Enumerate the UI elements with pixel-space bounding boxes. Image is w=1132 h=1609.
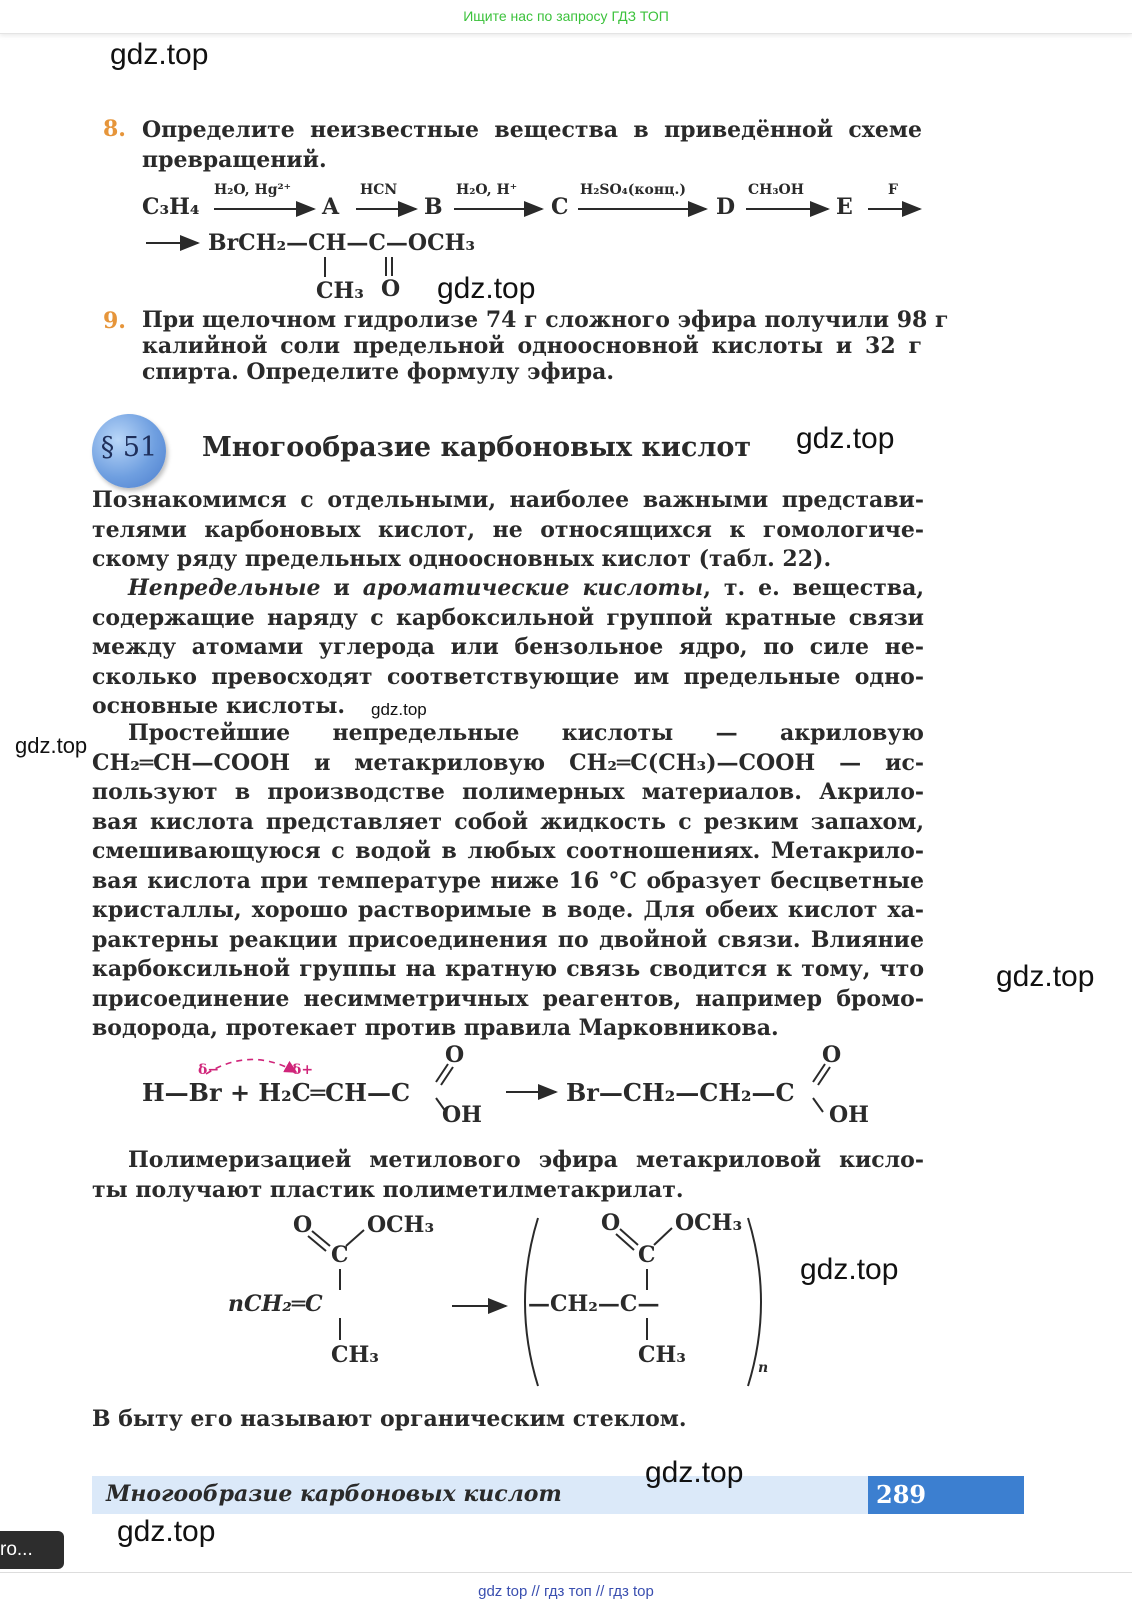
text-line: водорода, протекает против правила Марковникова.: [92, 1015, 779, 1041]
text-line: карбоксильной группы на кратную связь сводится к тому, что: [92, 956, 924, 982]
text-line: между атомами углерода или бензольное ядро, по силе не-: [92, 634, 924, 660]
watermark: gdz.top: [996, 960, 1095, 993]
text-line: вая кислота представляет собой жидкость с резким запахом,: [92, 808, 924, 835]
scheme-start: C₃H₄: [142, 194, 200, 220]
watermark: gdz.top: [110, 38, 209, 71]
hydroxyl-bond: [436, 1098, 446, 1112]
watermark: gdz.top: [371, 700, 427, 719]
carbonyl-bond: [818, 1067, 830, 1085]
text-line: Полимеризацией метилового эфира метакриловой кисло-: [128, 1147, 924, 1173]
reaction1-right-oh: OH: [829, 1102, 869, 1128]
polymer-bracket-right: [748, 1218, 761, 1386]
italic-term: Непредельные: [128, 575, 321, 601]
text-line: смешивающуюся с водой в любых соотношениях. Метакрило-: [92, 838, 924, 864]
delta-plus: δ+: [292, 1062, 314, 1078]
bottom-links[interactable]: gdz top // гдз топ // гдз top: [478, 1583, 654, 1600]
section-title: Многообразие карбоновых кислот: [202, 432, 752, 463]
carbonyl-bond: [312, 1231, 330, 1246]
carbonyl-bond: [436, 1064, 448, 1082]
task9-line: При щелочном гидролизе 74 г сложного эфира получили 98 г: [142, 307, 949, 333]
carbonyl-bond: [308, 1236, 326, 1251]
text-line: ты получают пластик полиметилметакрилат.: [92, 1176, 684, 1203]
reaction1-right: Br—CH₂—CH₂—C: [566, 1078, 795, 1107]
text-line: кристаллы, хорошо растворимые в воде. Для обеих кислот ха-: [92, 897, 924, 923]
conjunction: и: [333, 575, 350, 601]
floating-chip-label: ro...: [0, 1539, 33, 1560]
floating-chip[interactable]: [0, 1531, 64, 1569]
watermark: gdz.top: [796, 422, 895, 455]
monomer-main: nCH₂═C: [228, 1291, 323, 1317]
scheme-reagent-1: H₂O, Hg²⁺: [214, 182, 292, 198]
section-number: § 51: [100, 432, 158, 463]
text-line: рактерны реакции присоединения по двойной связи. Влияние: [92, 926, 924, 953]
polymer-main: —CH₂—C—: [528, 1291, 660, 1317]
scheme-final-product: BrCH₂—CH—C—OCH₃: [208, 230, 476, 256]
polymer-bracket-left: [525, 1218, 538, 1386]
scheme-product-b: B: [424, 194, 443, 220]
scheme-reagent-6: F: [888, 182, 898, 198]
scheme-branch-ch3: CH₃: [316, 278, 364, 304]
page-number-box: [868, 1476, 1024, 1514]
hydroxyl-bond: [813, 1098, 823, 1112]
task8-number: 8.: [103, 116, 126, 142]
scheme-reagent-4: H₂SO₄(конц.): [580, 182, 686, 198]
text-line: основные кислоты.: [92, 693, 346, 719]
text-line: сколько превосходят соответствующие им предельные одно-: [92, 663, 924, 690]
footer-title: Многообразие карбоновых кислот: [106, 1481, 562, 1507]
polymer-och3: OCH₃: [675, 1210, 743, 1236]
top-banner-text: Ищите нас по запросу ГДЗ ТОП: [463, 8, 669, 24]
watermark: gdz.top: [117, 1515, 216, 1548]
carbonyl-bond: [616, 1234, 634, 1250]
scheme-branch-o: O: [381, 276, 401, 302]
task9-line: спирта. Определите формулу эфира.: [142, 359, 615, 385]
text-line: CH₂═CH—COOH и метакриловую CH₂═C(CH₃)—COOH — ис-: [92, 749, 924, 776]
scheme-product-d: D: [716, 194, 736, 220]
polymer-c-top: C: [638, 1242, 656, 1268]
text-fragment: , т. е. вещества,: [703, 575, 924, 601]
paragraph-organic-glass: В быту его называют органическим стеклом.: [92, 1406, 687, 1432]
watermark: gdz.top: [437, 272, 536, 305]
polymer-o: O: [601, 1210, 621, 1236]
text-line: вая кислота при температуре ниже 16 °C образует бесцветные: [92, 867, 924, 894]
ester-bond: [346, 1230, 364, 1246]
scheme-reagent-3: H₂O, H⁺: [456, 182, 518, 198]
carbonyl-bond: [620, 1229, 638, 1245]
task9-line: калийной соли предельной одноосновной кислоты и 32 г: [142, 333, 922, 359]
scheme-product-a: A: [322, 194, 340, 220]
text-line: пользуют в производстве полимерных материалов. Акрило-: [92, 779, 924, 805]
carbonyl-bond: [441, 1067, 453, 1085]
text-line: скому ряду предельных одноосновных кислот (табл. 22).: [92, 546, 832, 572]
task9-number: 9.: [103, 308, 126, 334]
text-line: Простейшие непредельные кислоты — акриловую: [128, 720, 924, 746]
scheme-reagent-5: CH₃OH: [748, 182, 804, 198]
ester-bond: [654, 1228, 672, 1245]
task8-line1: Определите неизвестные вещества в приведённой схеме: [142, 117, 922, 143]
electron-shift-arrow: [206, 1059, 296, 1074]
watermark: gdz.top: [645, 1456, 744, 1489]
reaction1-left-o: O: [445, 1042, 465, 1068]
monomer-och3: OCH₃: [367, 1212, 435, 1238]
monomer-ch3: CH₃: [331, 1342, 379, 1368]
reaction1-left-oh: OH: [442, 1102, 482, 1128]
bottom-links-bar: [0, 1572, 1132, 1609]
italic-term: ароматические кислоты: [362, 575, 704, 601]
polymer-ch3: CH₃: [638, 1342, 686, 1368]
watermark: gdz.top: [15, 733, 88, 758]
scheme-product-c: C: [551, 194, 569, 220]
polymer-n: n: [758, 1360, 769, 1376]
text-line: Познакомимся с отдельными, наиболее важными представи-: [92, 487, 924, 513]
reaction1-right-o: O: [822, 1042, 842, 1068]
page-number: 289: [876, 1480, 927, 1509]
scheme-reagent-2: HCN: [360, 182, 398, 198]
text-line: содержащие наряду с карбоксильной группой кратные связи: [92, 604, 924, 631]
text-line: присоединение несимметричных реагентов, например бромо-: [92, 985, 924, 1012]
scheme-product-e: E: [836, 194, 853, 220]
task8-line2: превращений.: [142, 146, 327, 173]
carbonyl-bond: [813, 1064, 825, 1082]
monomer-c-top: C: [331, 1242, 349, 1268]
reaction1-left: H—Br + H₂C═CH—C: [142, 1078, 411, 1107]
delta-minus: δ−: [198, 1062, 220, 1078]
text-line: телями карбоновых кислот, не относящихся к гомологиче-: [92, 516, 924, 543]
monomer-o: O: [293, 1212, 313, 1238]
watermark: gdz.top: [800, 1253, 899, 1286]
